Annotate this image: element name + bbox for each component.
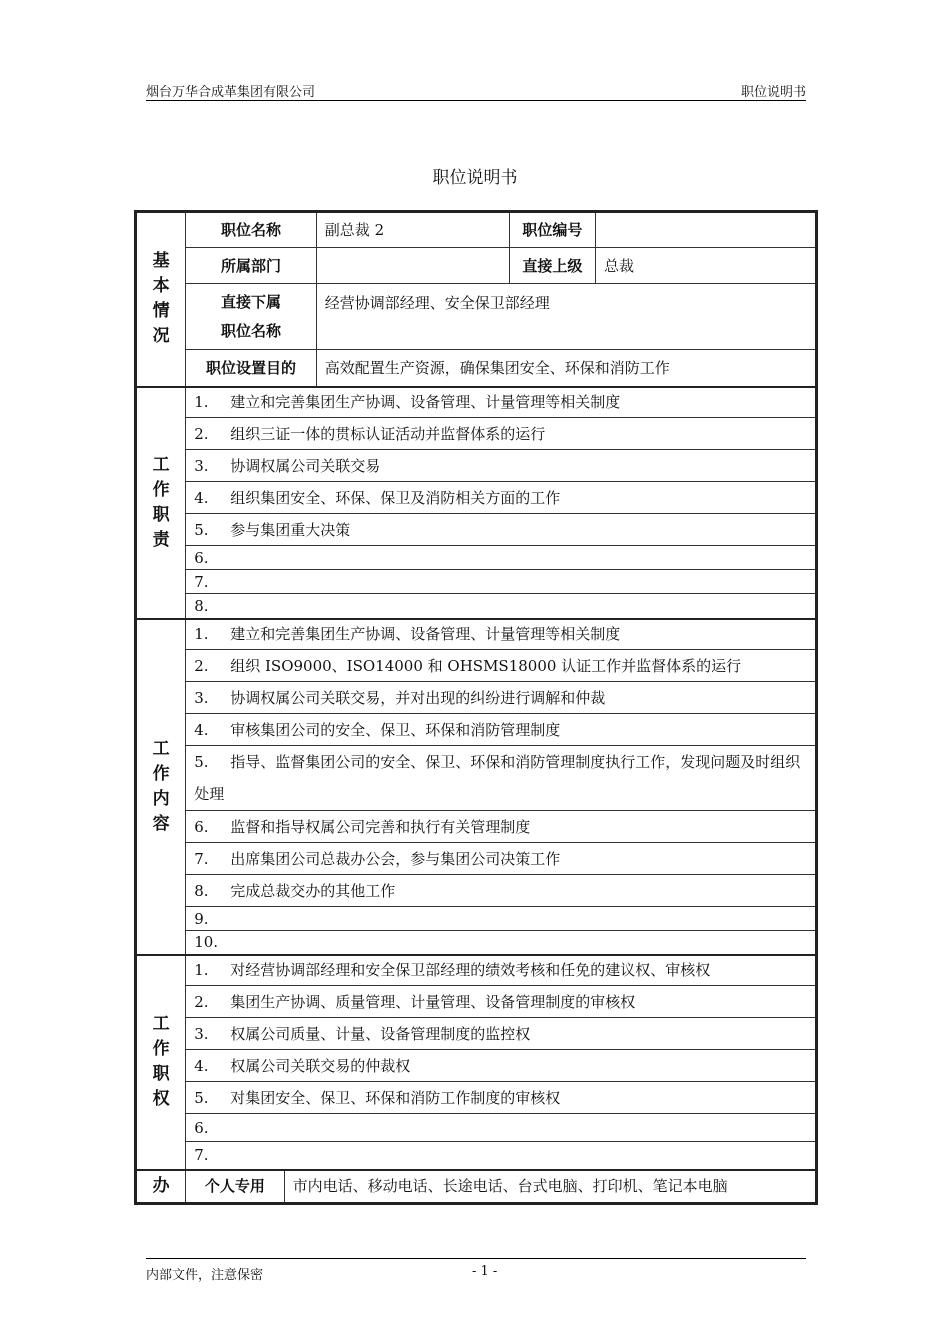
content-item: 4. 审核集团公司的安全、保卫、环保和消防管理制度	[186, 714, 817, 746]
content-row	[136, 619, 817, 650]
authority-row	[136, 1018, 817, 1050]
authority-row	[136, 1050, 817, 1082]
basic-row-position	[136, 212, 817, 248]
duty-item: 8.	[186, 594, 817, 619]
header-company: 烟台万华合成革集团有限公司	[146, 85, 316, 100]
office-row	[136, 1170, 817, 1204]
content-row	[136, 907, 817, 931]
subordinates-label: 直接下属 职位名称	[186, 284, 317, 350]
superior-value: 总裁	[596, 248, 817, 284]
duty-item: 5. 参与集团重大决策	[186, 514, 817, 546]
content-item: 5. 指导、监督集团公司的安全、保卫、环保和消防管理制度执行工作，发现问题及时组织处理	[186, 746, 817, 811]
duty-row	[136, 387, 817, 418]
content-row	[136, 875, 817, 907]
content-item: 8. 完成总裁交办的其他工作	[186, 875, 817, 907]
document-title: 职位说明书	[432, 168, 518, 188]
authority-row	[136, 1142, 817, 1170]
authority-item: 3. 权属公司质量、计量、设备管理制度的监控权	[186, 1018, 817, 1050]
duty-item: 3. 协调权属公司关联交易	[186, 450, 817, 482]
page-footer	[146, 1258, 806, 1283]
authority-row	[136, 1082, 817, 1114]
content-item: 1. 建立和完善集团生产协调、设备管理、计量管理等相关制度	[186, 619, 817, 650]
position-name-label: 职位名称	[186, 212, 317, 248]
content-item: 10.	[186, 931, 817, 955]
personal-use-label: 个人专用	[186, 1170, 284, 1204]
authority-row	[136, 1114, 817, 1142]
department-value	[316, 248, 509, 284]
content-item: 3. 协调权属公司关联交易，并对出现的纠纷进行调解和仲裁	[186, 682, 817, 714]
authority-item: 7.	[186, 1142, 817, 1170]
section-duties: 工 作 职 责	[136, 387, 186, 619]
section-basic: 基 本 情 况	[136, 212, 186, 387]
basic-row-subordinates	[136, 284, 817, 350]
position-code-value	[596, 212, 817, 248]
content-row	[136, 843, 817, 875]
authority-row	[136, 955, 817, 986]
duty-row	[136, 546, 817, 570]
duty-row	[136, 514, 817, 546]
duty-item: 6.	[186, 546, 817, 570]
content-item: 9.	[186, 907, 817, 931]
page-header	[146, 80, 806, 101]
duty-row	[136, 482, 817, 514]
section-authority: 工 作 职 权	[136, 955, 186, 1170]
duty-item: 7.	[186, 570, 817, 594]
duty-row	[136, 570, 817, 594]
section-content: 工 作 内 容	[136, 619, 186, 955]
footer-confidential: 内部文件，注意保密	[146, 1268, 264, 1283]
position-description-table	[134, 210, 818, 1205]
personal-use-value: 市内电话、移动电话、长途电话、台式电脑、打印机、笔记本电脑	[284, 1170, 816, 1204]
content-row	[136, 682, 817, 714]
duty-row	[136, 594, 817, 619]
authority-row	[136, 986, 817, 1018]
content-row	[136, 931, 817, 955]
content-row	[136, 650, 817, 682]
purpose-label: 职位设置目的	[186, 350, 317, 387]
content-row	[136, 811, 817, 843]
content-row	[136, 746, 817, 811]
purpose-value: 高效配置生产资源，确保集团安全、环保和消防工作	[316, 350, 816, 387]
position-code-label: 职位编号	[509, 212, 595, 248]
authority-item: 1. 对经营协调部经理和安全保卫部经理的绩效考核和任免的建议权、审核权	[186, 955, 817, 986]
content-item: 7. 出席集团公司总裁办公会，参与集团公司决策工作	[186, 843, 817, 875]
section-office: 办	[136, 1170, 186, 1204]
duty-row	[136, 450, 817, 482]
content-row	[136, 714, 817, 746]
authority-item: 4. 权属公司关联交易的仲裁权	[186, 1050, 817, 1082]
duty-item: 1. 建立和完善集团生产协调、设备管理、计量管理等相关制度	[186, 387, 817, 418]
content-item: 6. 监督和指导权属公司完善和执行有关管理制度	[186, 811, 817, 843]
page-number: - 1 -	[472, 1264, 498, 1279]
duty-item: 2. 组织三证一体的贯标认证活动并监督体系的运行	[186, 418, 817, 450]
duty-item: 4. 组织集团安全、环保、保卫及消防相关方面的工作	[186, 482, 817, 514]
superior-label: 直接上级	[509, 248, 595, 284]
basic-row-purpose	[136, 350, 817, 387]
department-label: 所属部门	[186, 248, 317, 284]
header-doc-type: 职位说明书	[740, 85, 806, 100]
duty-row	[136, 418, 817, 450]
authority-item: 2. 集团生产协调、质量管理、计量管理、设备管理制度的审核权	[186, 986, 817, 1018]
content-item: 2. 组织 ISO9000、ISO14000 和 OHSMS18000 认证工作并监督体系的运行	[186, 650, 817, 682]
basic-row-department	[136, 248, 817, 284]
authority-item: 6.	[186, 1114, 817, 1142]
subordinates-value: 经营协调部经理、安全保卫部经理	[316, 284, 816, 350]
authority-item: 5. 对集团安全、保卫、环保和消防工作制度的审核权	[186, 1082, 817, 1114]
position-name-value: 副总裁 2	[316, 212, 509, 248]
